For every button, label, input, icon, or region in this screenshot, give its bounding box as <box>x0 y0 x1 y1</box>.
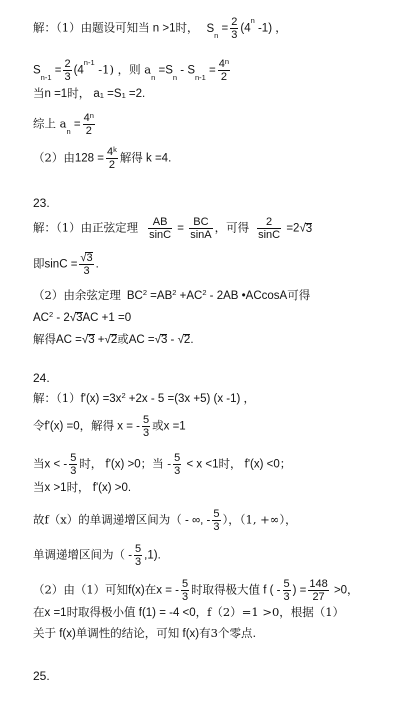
fraction: $\frac{5}{3}$ <box>70 452 77 477</box>
question-24-number: 24. <box>33 371 50 385</box>
fraction: $\frac{2}{3}$ <box>64 58 71 83</box>
fraction: $\frac{5}{3}$ <box>174 452 181 477</box>
fraction: $\frac{5}{3}$ <box>213 508 220 533</box>
fraction: $\frac{5}{3}$ <box>283 578 290 603</box>
q24-line-3: 当x < - $\frac{5}{3}$ 时， f'(x) >0；当 - $\frac{5}{3}$ < x <1时， f'(x) <0； <box>33 452 292 477</box>
fraction: $\frac{4^k}{2}$ <box>106 145 117 171</box>
q24-line-2: 令f'(x) =0，解得 x = - $\frac{5}{3}$ 或x =1 <box>33 414 186 439</box>
q23-line-4: $AC^2 - 2√3AC +1 =0$ <box>33 310 132 324</box>
q22-line-5: （2）由128 = $\frac{4^k}{2}$ 解得 k =4. <box>33 145 172 171</box>
q24-line-9: 关于 f(x)单调性的结论，可知 f(x)有3个零点. <box>33 626 257 640</box>
q22-line-4: 综上 $a_n$ = $\frac{4^n}{2}$ <box>33 111 94 137</box>
q22-line-2: $S_{n-1}$ = $\frac{2}{3}$ (4$^{n-1}$ -1) ，则 $a_n =S_n - S_{n-1}$ = $\frac{4^n}{2}$ <box>33 57 230 83</box>
q23-line-5: 解得AC =√3 +√2或AC =√3 - √2. <box>33 332 194 346</box>
fraction: $\frac{AB}{\sin C}$ <box>149 216 172 241</box>
q22-line-3: 当n =1时， $a_1 =S_1 =2$. <box>33 86 146 100</box>
q24-line-6: 单调递增区间为（ - $\frac{5}{3}$ ,1). <box>33 543 161 568</box>
fraction: $\frac{5}{3}$ <box>143 414 150 439</box>
fraction: $\frac{2}{3}$ <box>231 16 238 41</box>
question-23-number: 23. <box>33 196 50 210</box>
question-25-number: 25. <box>33 669 50 683</box>
fraction: $\frac{4^n}{2}$ <box>218 57 230 83</box>
q22-line-1: 解：（1）由题设可知当 n >1时， $S_n$ = $\frac{2}{3}$ (4$^n$ -1) ， <box>33 16 287 41</box>
q23-line-3: （2）由余弦定理 $BC^2 =AB^2 +AC^2 - 2AB$ •ACcosA可得 <box>33 288 311 302</box>
q24-line-1: 解：$(1)f'(x) =3x^2 +2x - 5 =(3x +5)$ (x -1) ， <box>33 391 256 405</box>
q24-line-5: 故f（x）的单调递增区间为（ - ∞, - $\frac{5}{3}$ ），（1, +∞）， <box>33 508 297 533</box>
fraction: $\frac{√3}{3}$ <box>80 252 93 277</box>
q23-line-2: 即sinC = $\frac{√3}{3}$ . <box>33 252 99 277</box>
fraction: $\frac{5}{3}$ <box>135 543 142 568</box>
fraction: $\frac{148}{27}$ <box>309 578 328 603</box>
q24-line-8: 在x =1时取得极小值 f(1) = -4 <0，f（2）=1 >0，根据（1） <box>33 605 345 619</box>
q24-line-7: （2）由（1）可知f(x)在x = - $\frac{5}{3}$ 时取得极大值 f ( - $\frac{5}{3}$ ) = $\frac{148}{27}$ >0， <box>33 578 359 603</box>
q23-line-1: 解：（1）由正弦定理 $\frac{AB}{\sin C}$ = $\frac{BC}{\sin A}$ ，可得 $\frac{2}{\sin C}$ =2√3 <box>33 216 313 241</box>
fraction: $\frac{BC}{\sin A}$ <box>190 216 212 241</box>
fraction: $\frac{4^n}{2}$ <box>83 111 94 137</box>
fraction: $\frac{2}{\sin C}$ <box>258 216 281 241</box>
q24-line-4: 当x >1时， f'(x) >0. <box>33 480 132 494</box>
q22-l1-pre: 解：（1）由题设可知当 <box>33 20 150 35</box>
fraction: $\frac{5}{3}$ <box>181 578 189 603</box>
